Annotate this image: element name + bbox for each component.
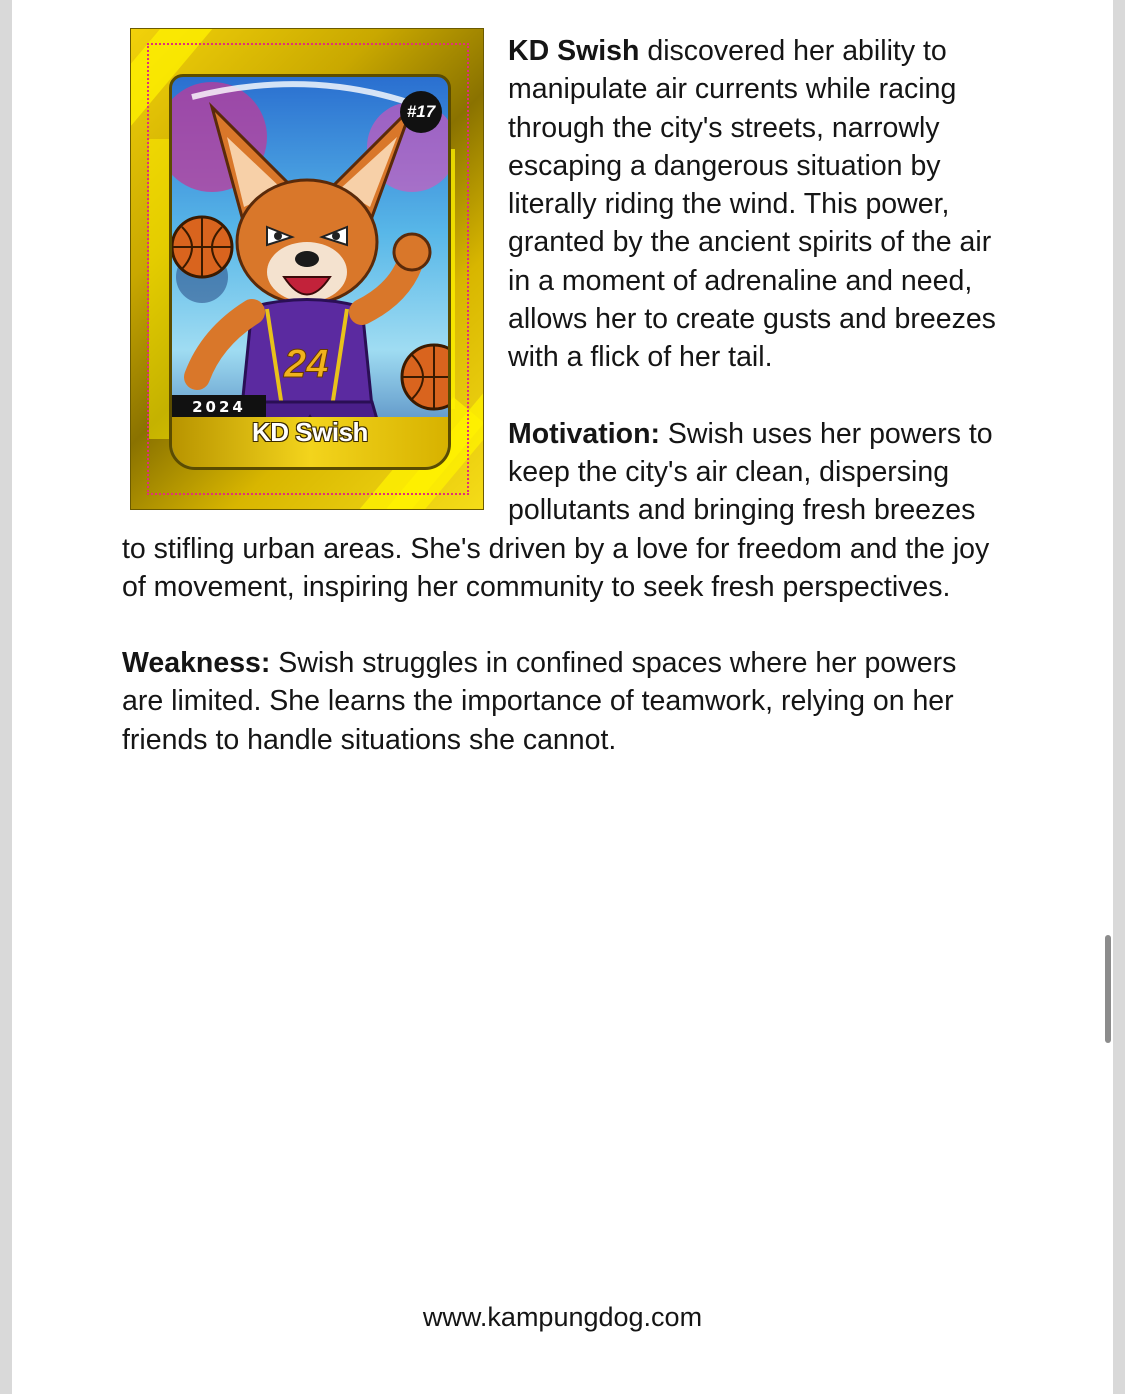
card-number-badge: #17 — [400, 91, 442, 133]
motivation-label: Motivation: — [508, 417, 660, 450]
document-page — [12, 0, 1113, 1394]
vertical-scrollbar[interactable] — [1105, 935, 1111, 1043]
footer-url[interactable]: www.kampungdog.com — [422, 1302, 703, 1332]
weakness-label: Weakness: — [122, 647, 271, 680]
bio-lead-name: KD Swish — [508, 35, 640, 67]
weakness-paragraph — [122, 644, 1002, 759]
card-frame — [130, 28, 484, 510]
bio-intro-text: discovered her ability to manipulate air currents while racing through the city's streets, narrowly escaping a dangerous situation by literally riding the wind. This power, granted by the ancient spirits of the air in a moment of adrenaline and need, allows her to create gusts and breezes with a flick of her tail. — [508, 35, 996, 374]
trading-card — [130, 28, 484, 510]
motivation-text: Swish uses her powers to keep the city's air clean, dispersing pollutants and bringing fresh breezes to stifling urban areas. She's driven by a love for freedom and the joy of movement, inspiring her community to seek fresh perspectives. — [122, 417, 993, 603]
weakness-text: Swish struggles in confined spaces where her powers are limited. She learns the importance of teamwork, relying on her friends to handle situations she cannot. — [122, 647, 957, 756]
jersey-number: 24 — [284, 342, 329, 386]
card-year-label: 2024 — [172, 395, 266, 419]
bio-content — [122, 32, 1002, 759]
card-name: KD Swish — [252, 417, 368, 447]
card-artwork — [169, 74, 451, 470]
